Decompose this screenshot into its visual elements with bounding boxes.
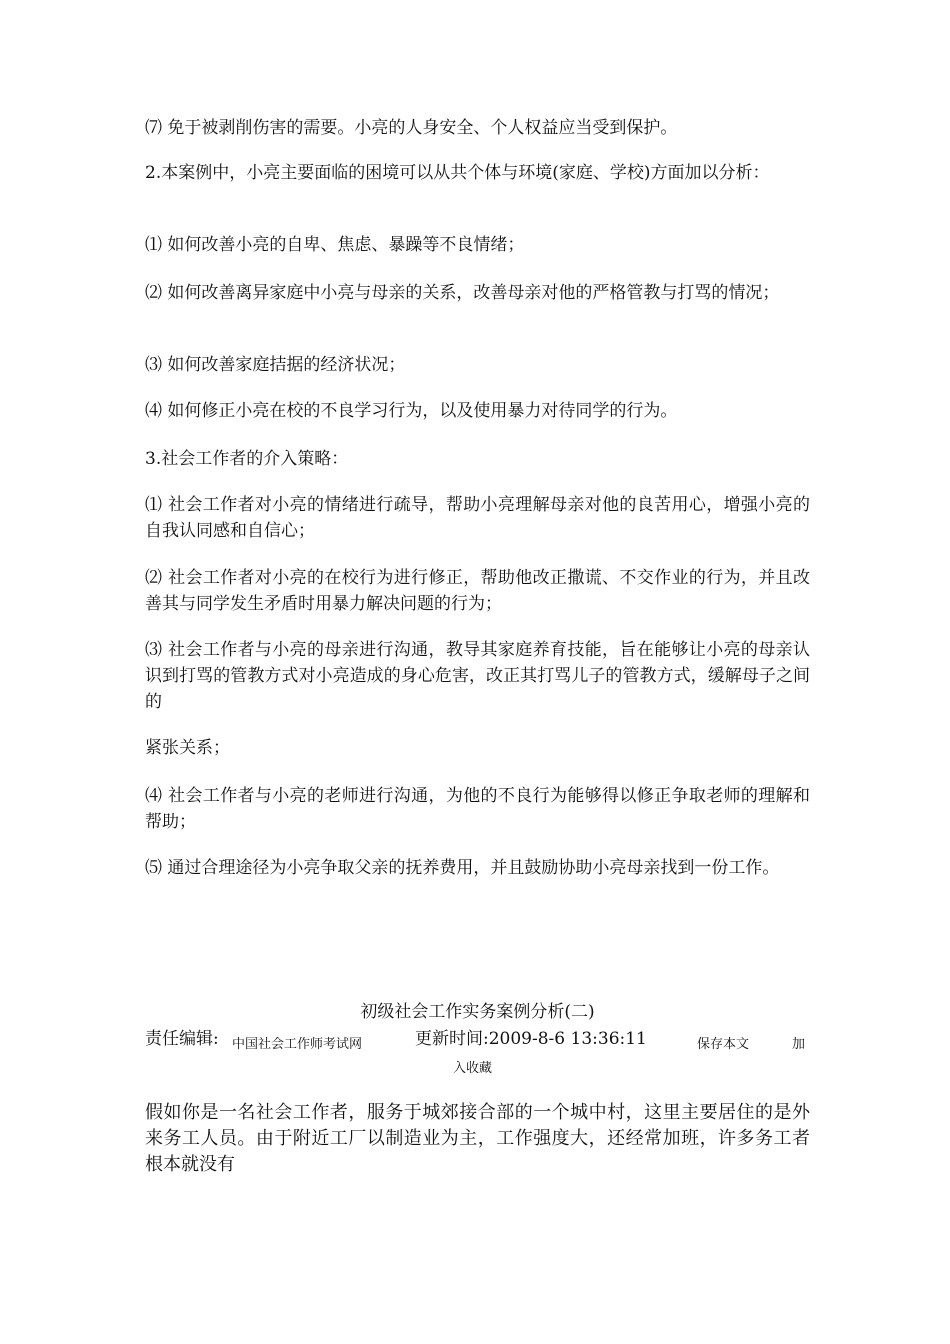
save-article-link[interactable]: 保存本文	[697, 1037, 750, 1052]
section3-item-4: ⑷ 社会工作者与小亮的老师进行沟通，为他的不良行为能够得以修正争取老师的理解和帮助；	[145, 786, 810, 832]
section3-item-3-continued: 紧张关系；	[145, 738, 230, 758]
section2-item-1: ⑴ 如何改善小亮的自卑、焦虑、暴躁等不良情绪；	[145, 235, 525, 255]
editor-value: 中国社会工作师考试网	[232, 1037, 363, 1052]
section2-item-2: ⑵ 如何改善离异家庭中小亮与母亲的关系，改善母亲对他的严格管教与打骂的情况；	[145, 283, 780, 303]
section2-item-3: ⑶ 如何改善家庭拮据的经济状况；	[145, 355, 406, 375]
editor-label: 责任编辑:	[145, 1029, 219, 1049]
add-favorite-link-part2[interactable]: 入收藏	[453, 1061, 493, 1076]
section3-item-2: ⑵ 社会工作者对小亮的在校行为进行修正，帮助他改正撒谎、不交作业的行为，并且改善其与同学发生矛盾时用暴力解决问题的行为；	[145, 568, 810, 614]
section3-item-3: ⑶ 社会工作者与小亮的母亲进行沟通，教导其家庭养育技能，旨在能够让小亮的母亲认识到打骂的管教方式对小亮造成的身心危害，改正其打骂儿子的管教方式，缓解母子之间的	[145, 640, 810, 712]
article-body: 假如你是一名社会工作者，服务于城郊接合部的一个城中村，这里主要居住的是外来务工人员。由于附近工厂以制造业为主，工作强度大，还经常加班，许多务工者根本就没有	[145, 1102, 810, 1175]
section3-heading: 3.社会工作者的介入策略：	[145, 449, 349, 469]
section3-item-5: ⑸ 通过合理途径为小亮争取父亲的抚养费用，并且鼓励协助小亮母亲找到一份工作。	[145, 858, 780, 878]
add-favorite-link-part1[interactable]: 加	[792, 1037, 806, 1052]
article-title: 初级社会工作实务案例分析(二)	[360, 1002, 595, 1022]
section3-item-1: ⑴ 社会工作者对小亮的情绪进行疏导，帮助小亮理解母亲对他的良苦用心，增强小亮的自我认同感和自信心；	[145, 495, 810, 541]
paragraph-need-7: ⑺ 免于被剥削伤害的需要。小亮的人身安全、个人权益应当受到保护。	[145, 118, 678, 138]
section2-heading: 2.本案例中，小亮主要面临的困境可以从共个体与环境(家庭、学校)方面加以分析：	[145, 163, 770, 183]
update-time: 更新时间:2009-8-6 13:36:11	[415, 1029, 647, 1049]
section2-item-4: ⑷ 如何修正小亮在校的不良学习行为，以及使用暴力对待同学的行为。	[145, 401, 678, 421]
